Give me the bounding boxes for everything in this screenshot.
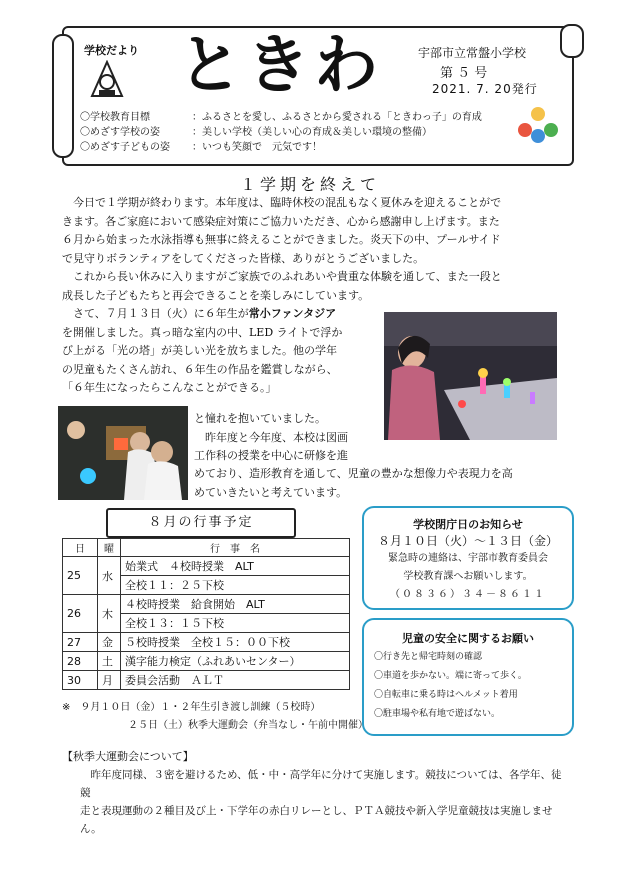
schedule-title: ８月の行事予定	[106, 508, 296, 538]
closure-title: 学校閉庁日のお知らせ	[413, 518, 523, 531]
newsletter-title: ときわ	[178, 29, 382, 103]
text-line: 工作科の授業を中心に研修を進	[194, 449, 348, 462]
text-line: これから長い休みに入りますがご家族でのふれあいや貴重な体験を通して、また一段と	[62, 270, 502, 283]
cell-event: ５校時授業 全校１５：００下校	[121, 633, 350, 652]
text-line: 昨年度同様、３密を避けるため、低・中・高学年に分けて実施します。競技については、各学年、徒競	[80, 769, 562, 799]
text-line: と憧れを抱いていました。	[194, 412, 326, 425]
safety-request-box	[362, 618, 574, 736]
scroll-curl-right	[560, 24, 584, 58]
children-illustration-icon	[514, 104, 562, 146]
scroll-curl-left	[52, 34, 74, 158]
article-paragraph-3	[62, 305, 380, 398]
goal-row	[80, 140, 482, 155]
cell-day: 28	[63, 652, 98, 671]
cell-weekday: 水	[98, 557, 121, 595]
cell-day: 25	[63, 557, 98, 595]
sports-day-text	[80, 766, 572, 838]
school-goals	[80, 110, 482, 155]
goal-row	[80, 125, 482, 140]
closure-notice-box	[362, 506, 574, 610]
issue-date: 2021. 7. 20発行	[432, 82, 538, 96]
cell-weekday: 木	[98, 595, 121, 633]
safety-item: 〇駐車場や私有地で遊ばない。	[374, 709, 501, 719]
schedule-note-1: ※ ９月１０日（金）１・２年生引き渡し訓練（５校時）	[62, 702, 321, 713]
text-line: で見守りボランティアをしてくださった皆様、ありがとうございました。	[62, 251, 425, 265]
cell-event: 全校１３：１５下校	[121, 614, 350, 633]
text-line: 昨年度と今年度、本校は図画	[194, 430, 348, 444]
issue-number: 第 ５ 号	[440, 66, 488, 81]
text-fragment: さて、７月１３日（火）に６年生が	[62, 307, 249, 320]
text-line: 「６年生になったらこんなことができる。」	[62, 381, 277, 394]
safety-item: 〇自転車に乗る時はヘルメット着用	[374, 690, 518, 700]
table-row	[63, 557, 350, 576]
column-header-event: 行 事 名	[121, 539, 350, 557]
safety-item: 〇行き先と帰宅時刻の確認	[374, 652, 483, 662]
table-row	[63, 671, 350, 690]
cell-day: 30	[63, 671, 98, 690]
cell-event: 漢字能力検定（ふれあいセンター）	[121, 652, 350, 671]
school-name: 宇部市立常盤小学校	[418, 46, 527, 60]
cell-weekday: 月	[98, 671, 121, 690]
text-line: ６月から始まった水泳指導も無事に終えることができました。炎天下の中、プールサイド	[62, 233, 501, 246]
goal-label: 〇学校教育目標	[80, 112, 150, 123]
text-line: 走と表現運動の２種目及び上・下学年の赤白リレーとし、ＰＴＡ競技や新入学児童競技は実施しません。	[80, 805, 553, 835]
closure-phone: （０８３６）３４－８６１１	[390, 589, 546, 600]
table-row	[63, 652, 350, 671]
cell-weekday: 土	[98, 652, 121, 671]
light-tower-photo	[384, 312, 557, 440]
article-tail-text	[194, 465, 574, 502]
cell-day: 27	[63, 633, 98, 652]
column-header-day: 日	[63, 539, 98, 557]
text-line: び上がる「光の塔」が美しい光を放ちました。他の学年	[62, 344, 337, 357]
article-title: １学期を終えて	[239, 175, 380, 194]
column-header-weekday: 曜	[98, 539, 121, 557]
closure-contact-line: 学校教育課へお願いします。	[403, 571, 533, 582]
goal-label: 〇めざす学校の姿	[80, 127, 160, 138]
article-paragraph-1	[62, 194, 562, 305]
text-line: 今日で１学期が終わります。本年度は、臨時休校の混乱もなく夏休みを迎えることがで	[62, 196, 502, 209]
cell-event: 委員会活動 ＡＬＴ	[121, 671, 350, 690]
table-row	[63, 633, 350, 652]
text-line: を開催しました。真っ暗な室内の中、LED ライトで浮か	[62, 325, 343, 339]
text-line: めており、造形教育を通して、児童の豊かな想像力や表現力を高	[194, 467, 513, 480]
newsletter-name: 学校だより	[84, 44, 139, 57]
safety-title: 児童の安全に関するお願い	[402, 632, 534, 645]
goal-value: ：ふるさとを愛し、ふるさとから愛される「ときわっ子」の育成	[192, 112, 482, 123]
school-emblem-icon	[90, 60, 124, 100]
classroom-photo	[58, 406, 188, 500]
text-line: の児童もたくさん訪れ、６年生の作品を鑑賞しながら、	[62, 362, 338, 376]
closure-contact-line: 緊急時の連絡は、宇部市教育委員会	[388, 553, 548, 564]
closure-dates: ８月１０日（火）～１３日（金）	[377, 534, 558, 548]
table-row	[63, 595, 350, 614]
schedule-table	[62, 538, 350, 690]
event-name: 常小ファンタジア	[248, 307, 337, 320]
goal-value: ：いつも笑顔で 元気です！	[192, 142, 322, 153]
text-line: めていきたいと考えています。	[194, 485, 348, 499]
table-header-row	[63, 539, 350, 557]
goal-label: 〇めざす子どもの姿	[80, 142, 170, 153]
schedule-note-2: ２５日（土）秋季大運動会（弁当なし・午前中開催）	[128, 720, 368, 731]
goal-value: ：美しい学校（美しい心の育成＆美しい環境の整備）	[192, 127, 432, 138]
text-line: 成長した子どもたちと再会できることを楽しみにしています。	[62, 288, 370, 302]
text-line	[62, 305, 380, 324]
safety-item: 〇車道を歩かない。端に寄って歩く。	[374, 671, 527, 681]
sports-day-heading: 【秋季大運動会について】	[62, 750, 194, 763]
text-line: きます。各ご家庭において感染症対策にご協力いただき、心から感謝申し上げます。また	[62, 214, 500, 228]
cell-event: ４校時授業 給食開始 ALT	[121, 595, 350, 614]
article-side-text	[194, 410, 384, 466]
cell-event: 全校１１：２５下校	[121, 576, 350, 595]
cell-day: 26	[63, 595, 98, 633]
cell-weekday: 金	[98, 633, 121, 652]
cell-event: 始業式 ４校時授業 ALT	[121, 557, 350, 576]
goal-row	[80, 110, 482, 125]
